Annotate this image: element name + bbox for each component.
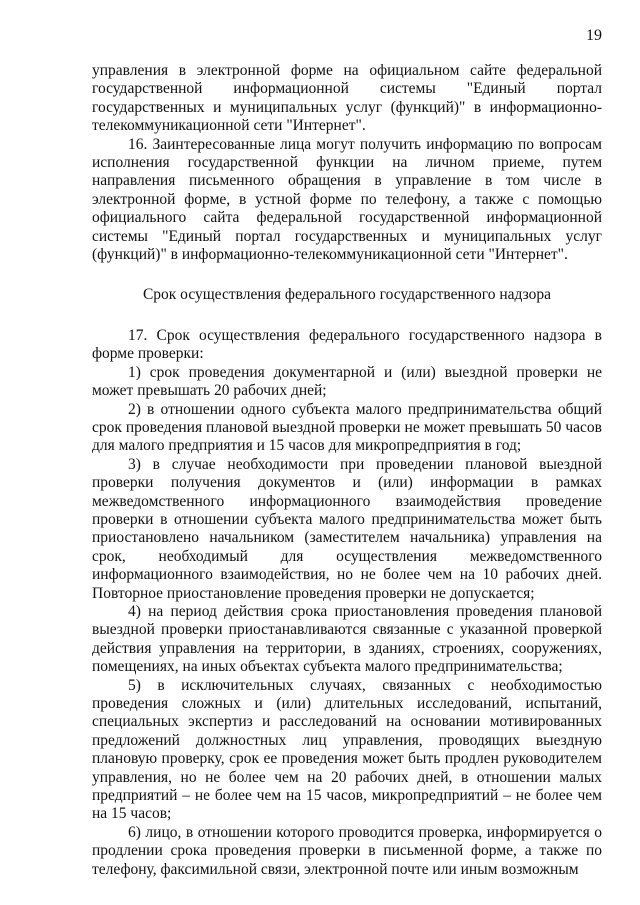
list-item-2: 2) в отношении одного субъекта малого предпринимательства общий срок проведения плановой выездной проверки не может превышать 50 часов для малого предприятия и 15 часов для микропредприятия в год; bbox=[92, 400, 602, 455]
paragraph-continuation: управления в электронной форме на официальном сайте федеральной государственной информационной системы "Единый портал государственных и муниципальных услуг (функций)" в информационно-телекоммуникационной сети "Интернет". bbox=[92, 62, 602, 135]
list-item-6: 6) лицо, в отношении которого проводится проверка, информируется о продлении срока проведения проверки в письменной форме, а также по телефону, факсимильной связи, электронной почте или иным возможным bbox=[92, 823, 602, 878]
list-item-4: 4) на период действия срока приостановления проведения плановой выездной проверки приостанавливаются связанные с указанной проверкой действия управления на территории, в зданиях, строениях, сооружениях, помещениях, на иных объектах субъекта малого предпринимательства; bbox=[92, 602, 602, 676]
document-body bbox=[92, 62, 602, 879]
page-number: 19 bbox=[586, 27, 602, 44]
list-item-1: 1) срок проведения документарной и (или) выездной проверки не может превышать 20 рабочих дней; bbox=[92, 363, 602, 400]
list-item-5: 5) в исключительных случаях, связанных с необходимостью проведения сложных и (или) длительных исследований, испытаний, специальных экспертиз и расследований на основании мотивированных предложений должностных лиц управления, проводящих выездную плановую проверку, срок ее проведения может быть продлен руководителем управления, но не более чем на 20 рабочих дней, в отношении малых предприятий – не более чем на 15 часов, микропредприятий – не более чем на 15 часов; bbox=[92, 676, 602, 823]
paragraph-17: 17. Срок осуществления федерального государственного надзора в форме проверки: bbox=[92, 326, 602, 363]
list-item-3: 3) в случае необходимости при проведении плановой выездной проверки получения документов и (или) информации в рамках межведомственного информационного взаимодействия проведение проверки в отношении субъекта малого предпринимательства может быть приостановлено начальником (заместителем начальника) управления на срок, необходимый для осуществления межведомственного информационного взаимодействия, но не более чем на 10 рабочих дней. Повторное приостановление проведения проверки не допускается; bbox=[92, 455, 602, 602]
section-heading: Срок осуществления федерального государственного надзора bbox=[142, 286, 552, 304]
paragraph-16: 16. Заинтересованные лица могут получить информацию по вопросам исполнения государственной функции на личном приеме, путем направления письменного обращения в управление в том числе в электронной форме, в устной форме по телефону, а также с помощью официального сайта федеральной государственной информационной системы "Единый портал государственных и муниципальных услуг (функций)" в информационно-телекоммуникационной сети "Интернет". bbox=[92, 135, 602, 264]
